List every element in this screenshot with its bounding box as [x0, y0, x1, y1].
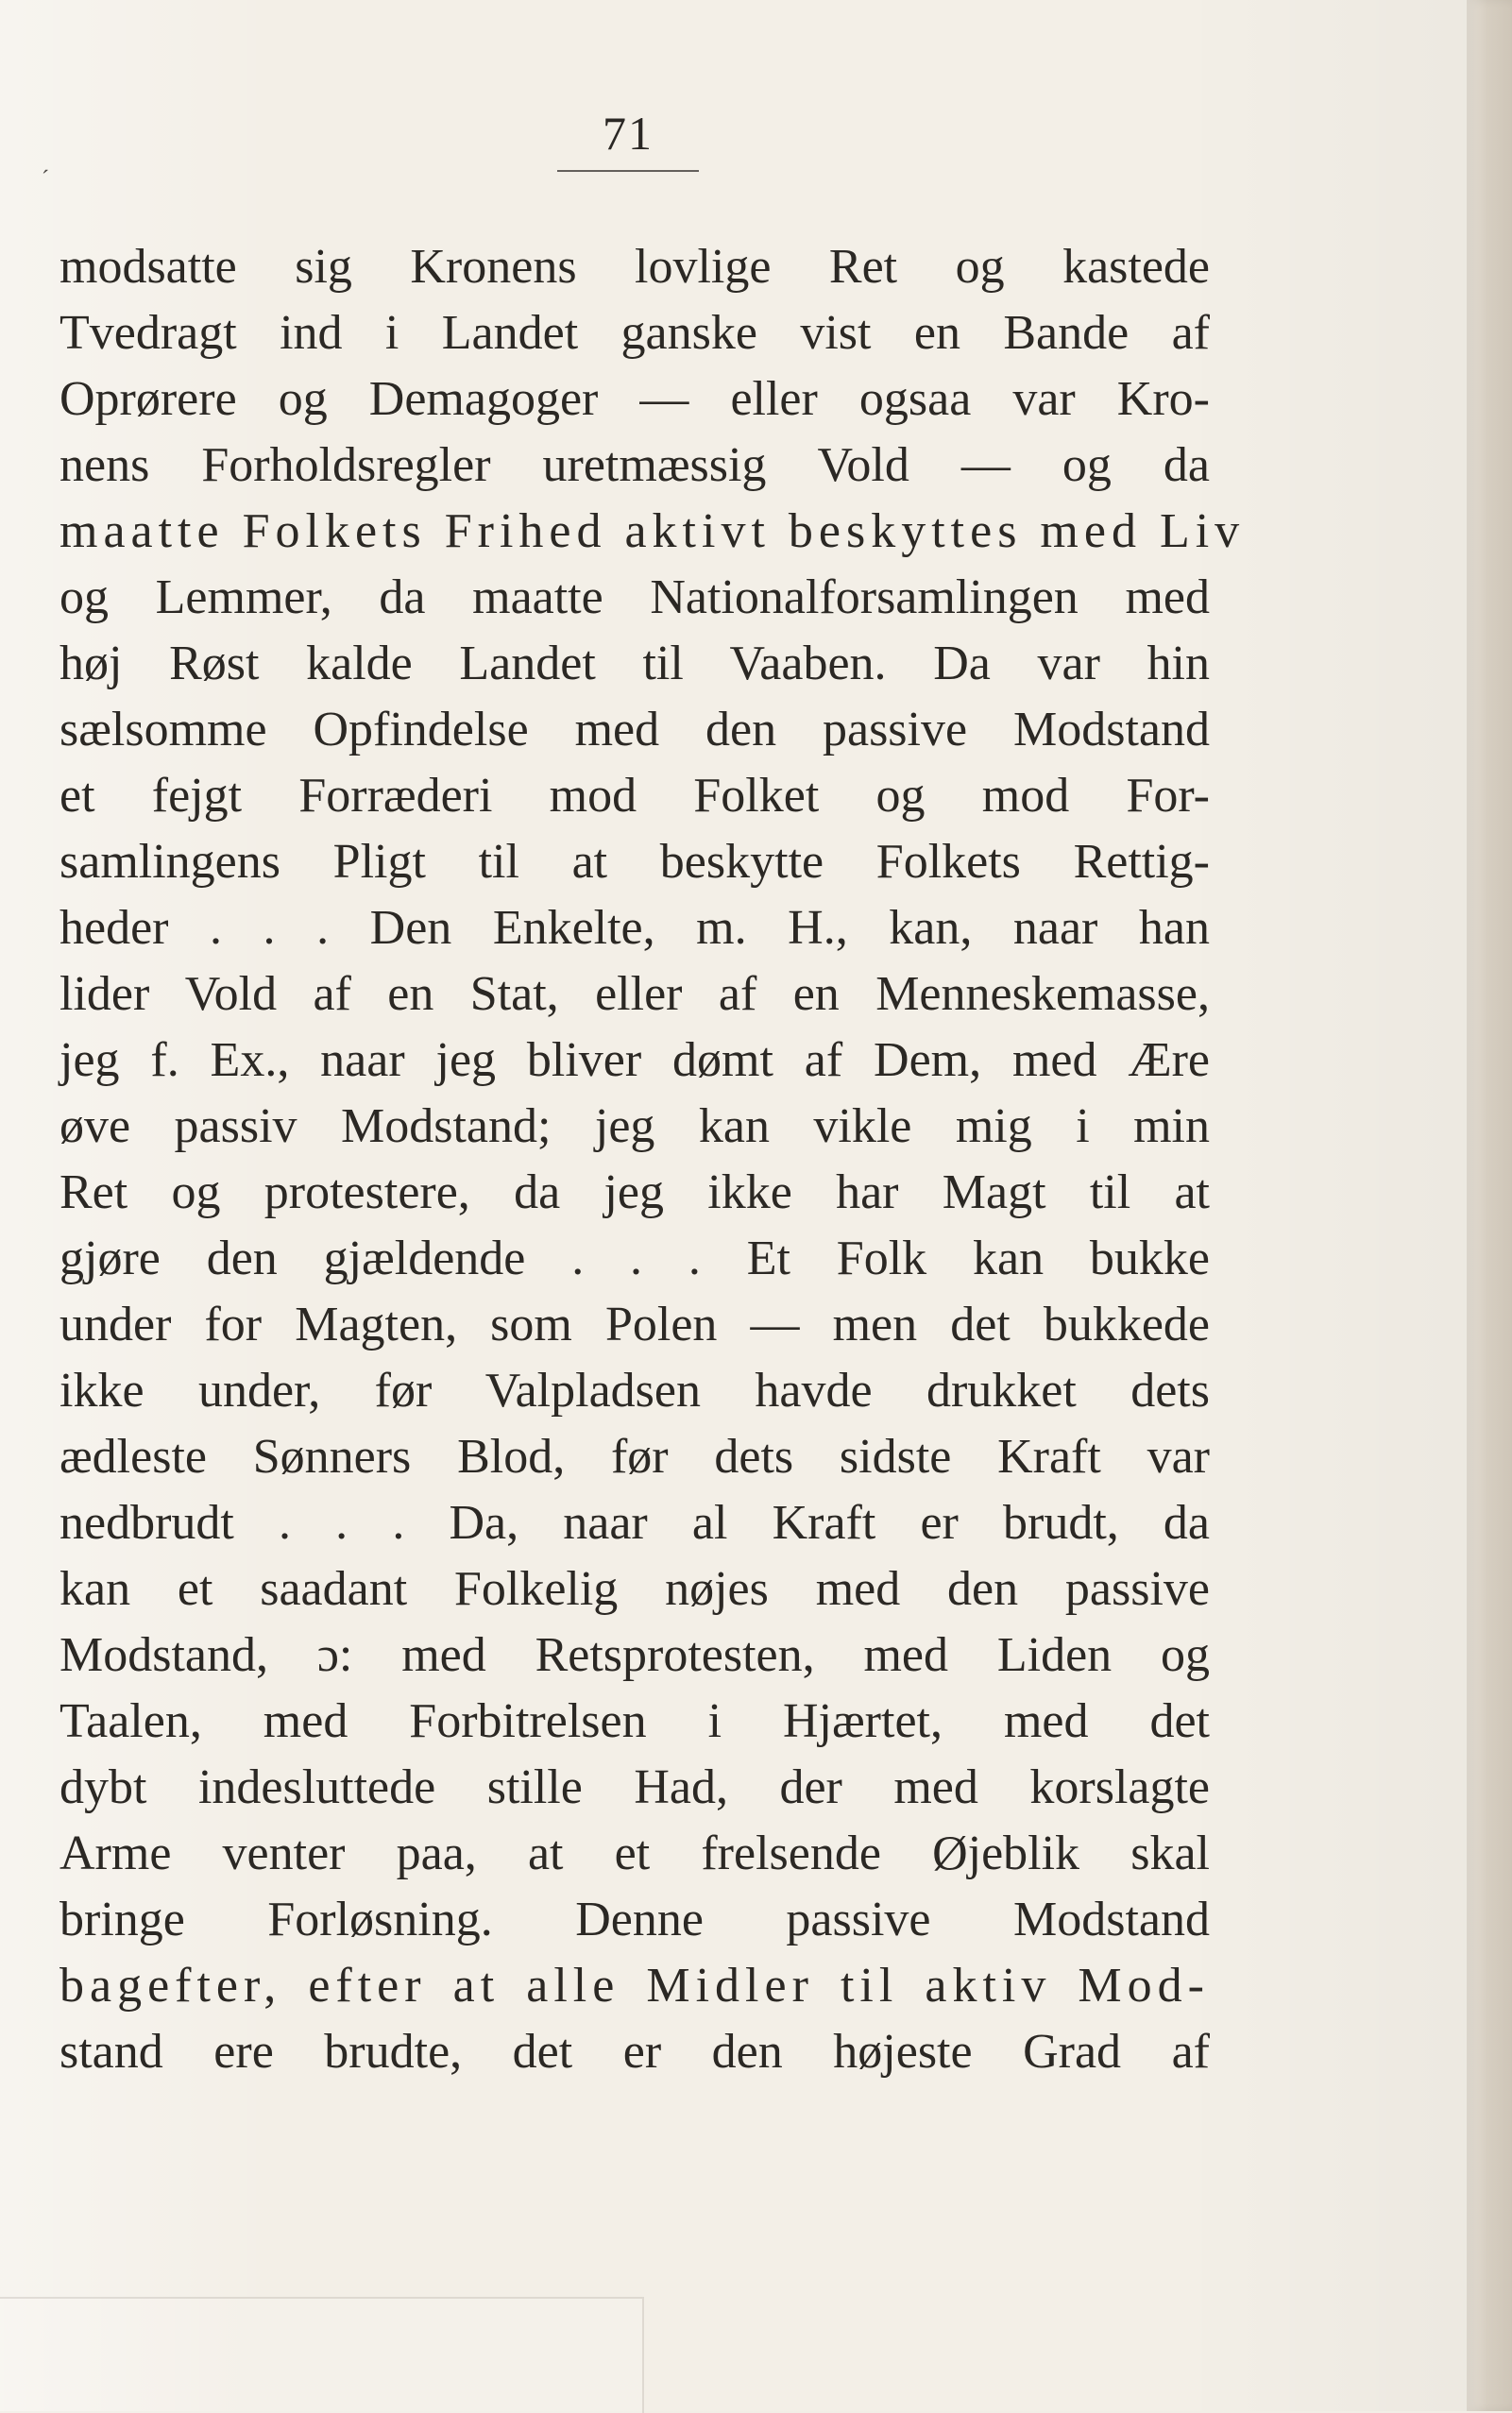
- text-line: stand ere brudte, det er den højeste Grad af: [59, 2025, 1210, 2079]
- text-line: bagefter, efter at alle Midler til aktiv Mod-: [59, 1959, 1210, 2013]
- page-header: [557, 107, 699, 172]
- page-number: 71: [603, 107, 654, 160]
- text-line: Oprørere og Demagoger — eller ogsaa var Kro-: [59, 372, 1210, 426]
- text-line: under for Magten, som Polen — men det bukkede: [59, 1298, 1210, 1351]
- page-edge: [1467, 0, 1512, 2411]
- text-line: bringe Forløsning. Denne passive Modstand: [59, 1893, 1210, 1946]
- text-line: lider Vold af en Stat, eller af en Menneskemasse,: [59, 967, 1210, 1021]
- text-line: høj Røst kalde Landet til Vaaben. Da var hin: [59, 637, 1210, 690]
- page-number-rule: [557, 170, 699, 172]
- text-line: øve passiv Modstand; jeg kan vikle mig i min: [59, 1099, 1210, 1153]
- text-line: nedbrudt . . . Da, naar al Kraft er brudt, da: [59, 1496, 1210, 1550]
- text-line: ædleste Sønners Blod, før dets sidste Kraft var: [59, 1430, 1210, 1484]
- text-line: jeg f. Ex., naar jeg bliver dømt af Dem, med Ære: [59, 1033, 1210, 1087]
- text-line: Ret og protestere, da jeg ikke har Magt til at: [59, 1165, 1210, 1219]
- body-text: [59, 234, 1246, 2123]
- text-line: Tvedragt ind i Landet ganske vist en Bande af: [59, 306, 1210, 360]
- text-line: og Lemmer, da maatte Nationalforsamlingen med: [59, 570, 1210, 624]
- top-left-mark: ´: [42, 167, 49, 192]
- text-line: maatte Folkets Frihed aktivt beskyttes med Liv: [59, 504, 1246, 558]
- text-line: modsatte sig Kronens lovlige Ret og kastede: [59, 240, 1210, 294]
- text-line: Modstand, ɔ: med Retsprotesten, med Liden og: [59, 1628, 1210, 1682]
- text-line: kan et saadant Folkelig nøjes med den passive: [59, 1562, 1210, 1616]
- text-line: sælsomme Opfindelse med den passive Modstand: [59, 703, 1210, 756]
- text-line: et fejgt Forræderi mod Folket og mod For-: [59, 769, 1210, 823]
- text-line: dybt indesluttede stille Had, der med korslagte: [59, 1760, 1210, 1814]
- text-line: nens Forholdsregler uretmæssig Vold — og da: [59, 438, 1210, 492]
- text-line: gjøre den gjældende . . . Et Folk kan bukke: [59, 1232, 1210, 1285]
- text-line: heder . . . Den Enkelte, m. H., kan, naar han: [59, 901, 1210, 955]
- text-line: samlingens Pligt til at beskytte Folkets Rettig-: [59, 835, 1210, 889]
- page-fold-shadow: [0, 2297, 644, 2413]
- text-line: ikke under, før Valpladsen havde drukket dets: [59, 1364, 1210, 1418]
- text-line: Arme venter paa, at et frelsende Øjeblik skal: [59, 1827, 1210, 1880]
- text-line: Taalen, med Forbitrelsen i Hjærtet, med det: [59, 1694, 1210, 1748]
